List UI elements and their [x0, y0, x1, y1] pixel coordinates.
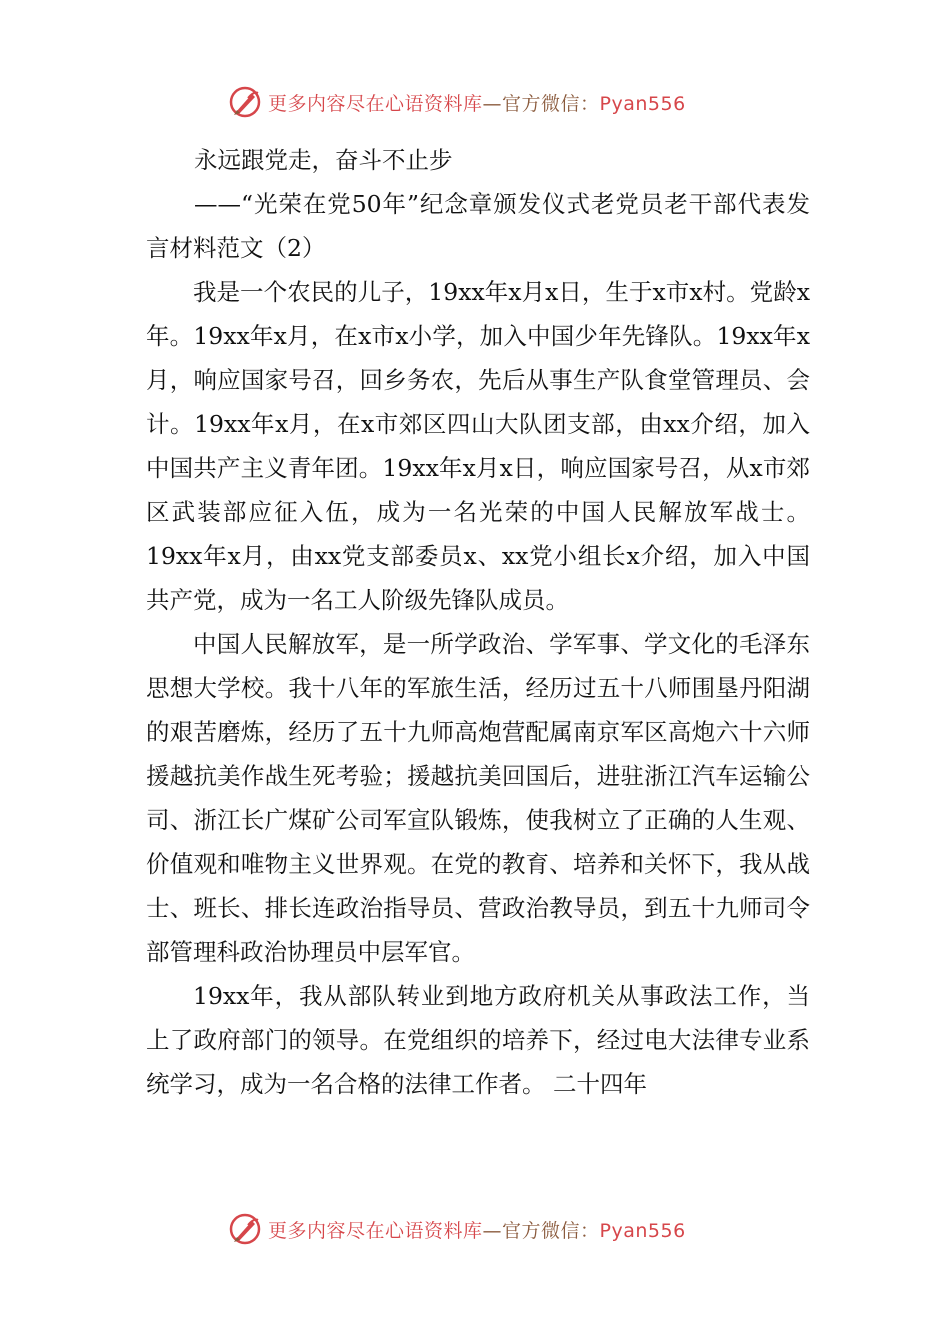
footer-banner [228, 1209, 748, 1249]
banner-site-name: 更多内容尽在心语资料库 [268, 1219, 483, 1242]
banner-wechat-label: 官方微信： [502, 92, 600, 115]
banner-text [268, 1216, 686, 1243]
banner-site-name: 更多内容尽在心语资料库 [268, 92, 483, 115]
pen-logo-icon [228, 1212, 262, 1246]
document-title: 永远跟党走，奋斗不止步 [194, 146, 453, 174]
banner-text [268, 89, 686, 116]
paragraph-3: 19xx年，我从部队转业到地方政府机关从事政法工作，当上了政府部门的领导。在党组织的培养下，经过电大法律专业系统学习，成为一名合格的法律工作者。 二十四年 [146, 982, 810, 1098]
banner-wechat-id: Pyan556 [599, 92, 686, 115]
header-banner [228, 82, 748, 122]
banner-dash: — [482, 92, 503, 115]
banner-dash: — [482, 1219, 503, 1242]
banner-wechat-id: Pyan556 [599, 1219, 686, 1242]
pen-logo-icon [228, 85, 262, 119]
banner-wechat-label: 官方微信： [502, 1219, 600, 1242]
paragraph-2: 中国人民解放军，是一所学政治、学军事、学文化的毛泽东思想大学校。我十八年的军旅生活，经历过五十八师围垦丹阳湖的艰苦磨炼，经历了五十九师高炮营配属南京军区高炮六十六师援越抗美作战生死考验；援越抗美回国后，进驻浙江汽车运输公司、浙江长广煤矿公司军宣队锻炼，使我树立了正确的人生观、价值观和唯物主义世界观。在党的教育、培养和关怀下，我从战士、班长、排长连政治指导员、营政治教导员，到五十九师司令部管理科政治协理员中层军官。 [146, 630, 810, 966]
paragraph-1: 我是一个农民的儿子，19xx年x月x日，生于x市x村。党龄x年。19xx年x月，在x市x小学，加入中国少年先锋队。19xx年x月，响应国家号召，回乡务农，先后从事生产队食堂管理员、会计。19xx年x月，在x市郊区四山大队团支部，由xx介绍，加入中国共产主义青年团。19xx年x月x日，响应国家号召，从x市郊区武装部应征入伍，成为一名光荣的中国人民解放军战士。19xx年x月，由xx党支部委员x、xx党小组长x介绍，加入中国共产党，成为一名工人阶级先锋队成员。 [146, 278, 810, 614]
document-subtitle: ——“光荣在党50年”纪念章颁发仪式老党员老干部代表发言材料范文（2） [146, 190, 810, 262]
document-body [146, 138, 810, 1106]
